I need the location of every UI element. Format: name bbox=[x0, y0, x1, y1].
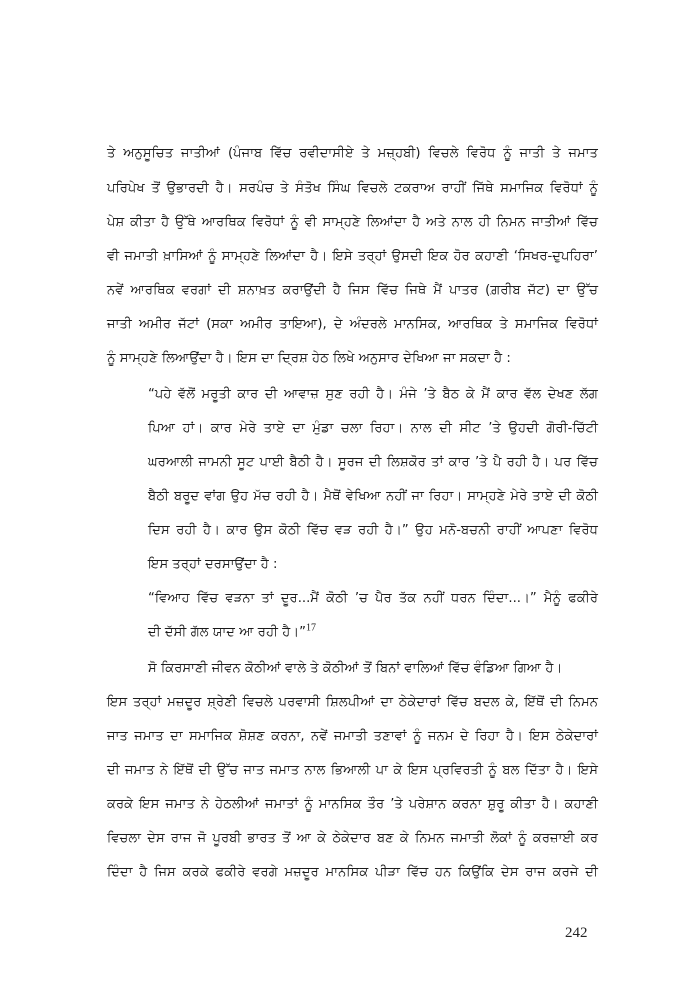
quote-text: ਦੀ ਦੱਸੀ ਗੱਲ ਯਾਦ ਆ ਰਹੀ ਹੈ।” bbox=[148, 625, 307, 640]
quote-line: “ਪਹੇ ਵੱਲੋਂ ਮਰੂਤੀ ਕਾਰ ਦੀ ਆਵਾਜ਼ ਸੁਣ ਰਹੀ ਹੈ। ਮੰਜੇ ’ਤੇ ਬੈਠ ਕੇ ਮੈਂ ਕਾਰ ਵੱਲ ਦੇਖਣ ਲੱਗ bbox=[148, 387, 598, 402]
text-line: ਜਾਤ ਜਮਾਤ ਦਾ ਸਮਾਜਿਕ ਸ਼ੋਸ਼ਣ ਕਰਨਾ, ਨਵੇਂ ਜਮਾਤੀ ਤਣਾਵਾਂ ਨੂੰ ਜਨਮ ਦੇ ਰਿਹਾ ਹੈ। ਇਸ ਠੇਕੇਦਾਰਾਂ bbox=[107, 729, 598, 744]
text-line: ਇਸ ਤਰ੍ਹਾਂ ਮਜ਼ਦੂਰ ਸ਼੍ਰੇਣੀ ਵਿਚਲੇ ਪਰਵਾਸੀ ਸ਼ਿਲਪੀਆਂ ਦਾ ਠੇਕੇਦਾਰਾਂ ਵਿੱਚ ਬਦਲ ਕੇ, ਇੱਥੋਂ ਦੀ ਨਿਮਨ bbox=[107, 695, 598, 710]
quote-line bbox=[148, 624, 598, 642]
text-line: ਤੇ ਅਨੁਸੂਚਿਤ ਜਾਤੀਆਂ (ਪੰਜਾਬ ਵਿੱਚ ਰਵੀਦਾਸੀਏ ਤੇ ਮਜ਼੍ਹਬੀ) ਵਿਚਲੇ ਵਿਰੋਧ ਨੂੰ ਜਾਤੀ ਤੇ ਜਮਾਤ bbox=[107, 146, 598, 161]
quote-line: ਇਸ ਤਰ੍ਹਾਂ ਦਰਸਾਉਂਦਾ ਹੈ : bbox=[148, 557, 278, 572]
quote-line: ਪਿਆ ਹਾਂ। ਕਾਰ ਮੇਰੇ ਤਾਏ ਦਾ ਮੁੰਡਾ ਚਲਾ ਰਿਹਾ। ਨਾਲ ਦੀ ਸੀਟ ’ਤੇ ਉਹਦੀ ਗੋਰੀ-ਚਿੱਟੀ bbox=[148, 421, 598, 436]
quote-line: “ਵਿਆਹ ਵਿੱਚ ਵੜਨਾ ਤਾਂ ਦੂਰ...ਮੈਂ ਕੋਠੀ ’ਚ ਪੈਰ ਤੱਕ ਨਹੀਂ ਧਰਨ ਦਿੰਦਾ...।” ਮੈਨੂੰ ਫਕੀਰੇ bbox=[148, 591, 598, 606]
footnote-reference: 17 bbox=[306, 622, 317, 634]
quote-line: ਘਰਆਲੀ ਜਾਮਨੀ ਸੂਟ ਪਾਈ ਬੈਠੀ ਹੈ। ਸੂਰਜ ਦੀ ਲਿਸ਼ਕੋਰ ਤਾਂ ਕਾਰ ’ਤੇ ਪੈ ਰਹੀ ਹੈ। ਪਰ ਵਿੱਚ bbox=[148, 455, 598, 470]
text-line: ਪੇਸ਼ ਕੀਤਾ ਹੈ ਉੱਥੇ ਆਰਥਿਕ ਵਿਰੋਧਾਂ ਨੂੰ ਵੀ ਸਾਮ੍ਹਣੇ ਲਿਆਂਦਾ ਹੈ ਅਤੇ ਨਾਲ ਹੀ ਨਿਮਨ ਜਾਤੀਆਂ ਵਿੱਚ bbox=[107, 215, 598, 230]
text-line: ਸੋ ਕਿਰਸਾਣੀ ਜੀਵਨ ਕੋਠੀਆਂ ਵਾਲੇ ਤੇ ਕੋਠੀਆਂ ਤੋਂ ਬਿਨਾਂ ਵਾਲਿਆਂ ਵਿੱਚ ਵੰਡਿਆ ਗਿਆ ਹੈ। bbox=[148, 661, 563, 676]
text-line: ਦਿੰਦਾ ਹੈ ਜਿਸ ਕਰਕੇ ਫਕੀਰੇ ਵਰਗੇ ਮਜ਼ਦੂਰ ਮਾਨਸਿਕ ਪੀੜਾ ਵਿੱਚ ਹਨ ਕਿਉਂਕਿ ਦੇਸ ਰਾਜ ਕਰਜੇ ਦੀ bbox=[107, 865, 598, 880]
text-line: ਕਰਕੇ ਇਸ ਜਮਾਤ ਨੇ ਹੇਠਲੀਆਂ ਜਮਾਤਾਂ ਨੂੰ ਮਾਨਸਿਕ ਤੌਰ ’ਤੇ ਪਰੇਸ਼ਾਨ ਕਰਨਾ ਸ਼ੁਰੂ ਕੀਤਾ ਹੈ। ਕਹਾਣੀ bbox=[107, 797, 598, 812]
quote-line: ਦਿਸ ਰਹੀ ਹੈ। ਕਾਰ ਉਸ ਕੋਠੀ ਵਿੱਚ ਵੜ ਰਹੀ ਹੈ।” ਉਹ ਮਨੋ-ਬਚਨੀ ਰਾਹੀਂ ਆਪਣਾ ਵਿਰੋਧ bbox=[148, 523, 598, 538]
text-line: ਵਿਚਲਾ ਦੇਸ ਰਾਜ ਜੋ ਪੂਰਬੀ ਭਾਰਤ ਤੋਂ ਆ ਕੇ ਠੇਕੇਦਾਰ ਬਣ ਕੇ ਨਿਮਨ ਜਮਾਤੀ ਲੋਕਾਂ ਨੂੰ ਕਰਜ਼ਾਈ ਕਰ bbox=[107, 831, 598, 846]
text-line: ਦੀ ਜਮਾਤ ਨੇ ਇੱਥੋਂ ਦੀ ਉੱਚ ਜਾਤ ਜਮਾਤ ਨਾਲ ਭਿਆਲੀ ਪਾ ਕੇ ਇਸ ਪ੍ਰਵਿਰਤੀ ਨੂੰ ਬਲ ਦਿੱਤਾ ਹੈ। ਇਸੇ bbox=[107, 763, 598, 778]
text-line: ਜਾਤੀ ਅਮੀਰ ਜੱਟਾਂ (ਸਕਾ ਅਮੀਰ ਤਾਇਆ), ਦੇ ਅੰਦਰਲੇ ਮਾਨਸਿਕ, ਆਰਥਿਕ ਤੇ ਸਮਾਜਿਕ ਵਿਰੋਧਾਂ bbox=[107, 317, 598, 332]
page-number: 242 bbox=[565, 925, 588, 941]
text-line: ਪਰਿਪੇਖ ਤੋਂ ਉਭਾਰਦੀ ਹੈ। ਸਰਪੰਚ ਤੇ ਸੰਤੋਖ ਸਿੰਘ ਵਿਚਲੇ ਟਕਰਾਅ ਰਾਹੀਂ ਜਿੱਥੇ ਸਮਾਜਿਕ ਵਿਰੋਧਾਂ ਨੂੰ bbox=[107, 181, 598, 196]
text-line: ਵੀ ਜਮਾਤੀ ਖ਼ਾਸਿਆਂ ਨੂੰ ਸਾਮ੍ਹਣੇ ਲਿਆਂਦਾ ਹੈ। ਇਸੇ ਤਰ੍ਹਾਂ ਉਸਦੀ ਇਕ ਹੋਰ ਕਹਾਣੀ ‘ਸਿਖਰ-ਦੁਪਹਿਰਾ’ bbox=[107, 249, 598, 264]
text-line: ਨੂੰ ਸਾਮ੍ਹਣੇ ਲਿਆਉਂਦਾ ਹੈ। ਇਸ ਦਾ ਦ੍ਰਿਸ਼ ਹੇਠ ਲਿਖੇ ਅਨੁਸਾਰ ਦੇਖਿਆ ਜਾ ਸਕਦਾ ਹੈ : bbox=[107, 351, 511, 366]
text-line: ਨਵੇਂ ਆਰਥਿਕ ਵਰਗਾਂ ਦੀ ਸ਼ਨਾਖ਼ਤ ਕਰਾਉਂਦੀ ਹੈ ਜਿਸ ਵਿੱਚ ਜਿਥੇ ਮੈਂ ਪਾਤਰ (ਗ਼ਰੀਬ ਜੱਟ) ਦਾ ਉੱਚ bbox=[107, 283, 598, 298]
quote-line: ਬੈਠੀ ਬਰੂਦ ਵਾਂਗ ਉਹ ਮੱਚ ਰਹੀ ਹੈ। ਮੈਥੋਂ ਵੇਖਿਆ ਨਹੀਂ ਜਾ ਰਿਹਾ। ਸਾਮ੍ਹਣੇ ਮੇਰੇ ਤਾਏ ਦੀ ਕੋਠੀ bbox=[148, 489, 598, 504]
